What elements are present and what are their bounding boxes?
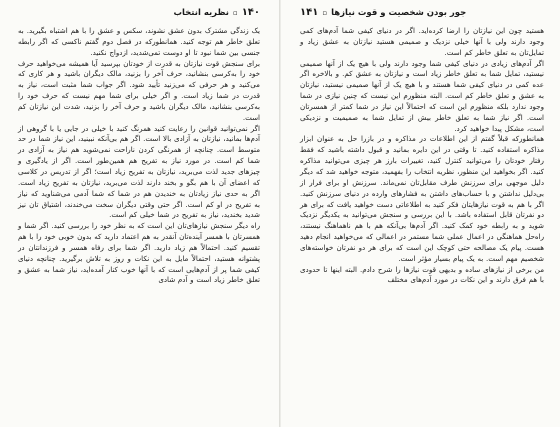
left-page-header — [18, 0, 260, 26]
left-paragraph-2: برای سنجش قوت نیازتان به قدرت از خودتان بپرسید آیا همیشه می‌خواهید حرف خود را به‌کرسی بنشانید، حرف آخر را بزنید، مالک دیگران باشید و هر کاری که می‌کنید و هر حرفی که می‌زنید تأیید شود. اگر جواب شما مثبت است، نیاز به قدرت در شما زیاد است. و اگر خیلی برای شما مهم نیست که حرف خود را به‌کرسی بنشانید، مالک دیگران باشید و حرف آخر را بزنید، شدت این نیازتان کم است. — [18, 58, 260, 122]
left-paragraph-4: راه دیگر سنجش نیازهای‌تان این است که به نظر خود را بررسی کنید. اگر شما و همسرتان با همسر آینده‌تان آنقدر به هم اعتماد دارید که بدون خوبی خود را با هم تقسیم کنید. احتمالاً هم زیاد دارید. اگر شما برای رفاه همسر و فرزندانتان در پشتوانه هستید، احتمالاً مایل به این نکات و روز به تلاش برگیرید. چنانچه دنیای کیفی شما پر از آدم‌هایی است که با آنها خوب کنار آمده‌اید، نیاز شما به عشق و تعلق خاطر زیاد است و آدم شادی — [18, 221, 260, 285]
right-paragraph-3: همانطورکه قبلاً گفتم از این اطلاعات در مذاکره و در بازرا حل به عنوان ابزار مذاکره استفاده کنید. تا وقتی در این دایره بمانید و قبول داشته باشید که فقط رفتار خودتان را می‌توانید کنترل کنید، تغییرات بارز هر چیزی می‌توانید مذاکره کنید. اگر بخواهید این منظور، نظریه انتخاب را بفهمید، متوجه خواهید شد که دیگر دلیل موجهی برای سرزنش طرف مقابل‌تان نمی‌ماند. سرزنش او برای فرار از بی‌دلیل نداشتن و با حساب‌های داشتن به فشارهای وارده در دنیای سرزنش کنید. اگر با هم به قوت نیازهایتان فکر کنید به اطلاعاتی دست خواهید یافت که برای هر دو نفرتان قابل استفاده باشد. با این بررسی و سنجش می‌توانید به یکدیگر نزدیک شوید و به رابطه خود کمک کنید. اگر آدم‌ها بی‌آنکه هم با هم ناهماهنگ نیستند، راه‌حل هماهنگی در اعمال عملی شما مستمر در اعمالی که می‌خواهید انجام دهید هست. پیام یک مصالحه حتی کوچک این است که برای هر دو نفرتان خواسته‌های شخصیم مهم است. به یک پیام بسیار مؤثر است. — [300, 134, 544, 263]
right-page-running-title: جور بودن شخصیت و قوت نیازها — [331, 8, 467, 18]
right-paragraph-1: هستید چون این نیازتان را ارضا کرده‌اید. اگر در دنیای کیفی شما آدم‌های کمی وجود دارند ولی با آنها خیلی نزدیک و صمیمی هستید نیاز‌تان به عشق زیاد و تمایل‌تان به تعلق خاطر کم است. — [300, 26, 544, 57]
right-paragraph-2: اگر آدم‌های زیادی در دنیای کیفی شما وجود دارند ولی با هیچ یک از آنها صمیمی نیستید، تمایل شما به تعلق خاطر زیاد است و نیازتان به عشق کم. و بالاخره اگر عده کمی در دنیای کیفی شما هستند و با هیچ یک از آنها صمیمی نیستید، نیازتان به عشق و تعلق خاطر کم است. البته منظورم این نیست که چنین نیازی در شما وجود ندارد بلکه منظورم این است که احتمالاً این نیاز در شما کمتر از همسرتان است. اگر نیاز شما به تعلق خاطر بیش از تمایل شما به صمیمیت و نزدیکی است، مشکل پیدا خواهید کرد. — [300, 58, 544, 133]
header-bullet-icon: ▫ — [232, 9, 238, 17]
right-paragraph-4: من برخی از نیازهای ساده و بدیهی قوت نیازها را شرح دادم. البته اینها تا حدودی با هم فرق دارند و این نکات در مورد آدم‌های مختلف — [300, 264, 544, 285]
right-page-header — [300, 0, 544, 26]
right-page — [286, 0, 554, 427]
left-page — [6, 0, 274, 427]
left-paragraph-1: یک زندگی مشترک بدون عشق نشوند، سکس و عشق را با هم اشتباه بگیرید. به تعلق خاطر هم توجه کنید. همانطورکه در فصل دوم گفتم ناکسی که اگر رابطه جنسی بین شما نبود تا او دوست تمی‌شدید، ازدواج نکنید. — [18, 26, 260, 57]
header-bullet-icon: ▫ — [322, 9, 328, 17]
page-gutter — [279, 0, 281, 427]
left-page-running-title: نظریه انتخاب — [173, 8, 229, 18]
right-page-number: ۱۴۱ — [300, 7, 319, 18]
left-paragraph-3: اگر نمی‌توانید قوانین را رعایت کنید همرنگ کنید با خیلی در جایی یا با گروهی از آدم‌ها بمانید، نیازتان به آزادی بالا است. اگر هم بی‌آنکه نبینید، این نیاز شما در حد متوسط است. چنانچه از همرنگی کردن ناراحت نمی‌شوید هم نیاز به آزادی در شما کم است. در مورد نیاز به تفریح هم همین‌طور است. اگر از یادگیری و چیزهای جدید لذت می‌برید، نیازتان به تفریح زیاد است؛ اگر از تدریس در کلاسی که اعضای آن با هم بگو و بخند دارند لذت می‌برید، نیازتان به تفریح زیاد است. اگر به حدی نیاز زیادتان به خندیدن هم در شما که شما آدمی می‌شناوید که نیاز به تفریح در او کم است. اگر حتی وقتی دیگران سخت می‌خندند، اشتیاق تان نیز شدید بخندید، نیاز به تفریح در شما خیلی کم است. — [18, 123, 260, 220]
left-page-number: ۱۴۰ — [241, 7, 260, 18]
